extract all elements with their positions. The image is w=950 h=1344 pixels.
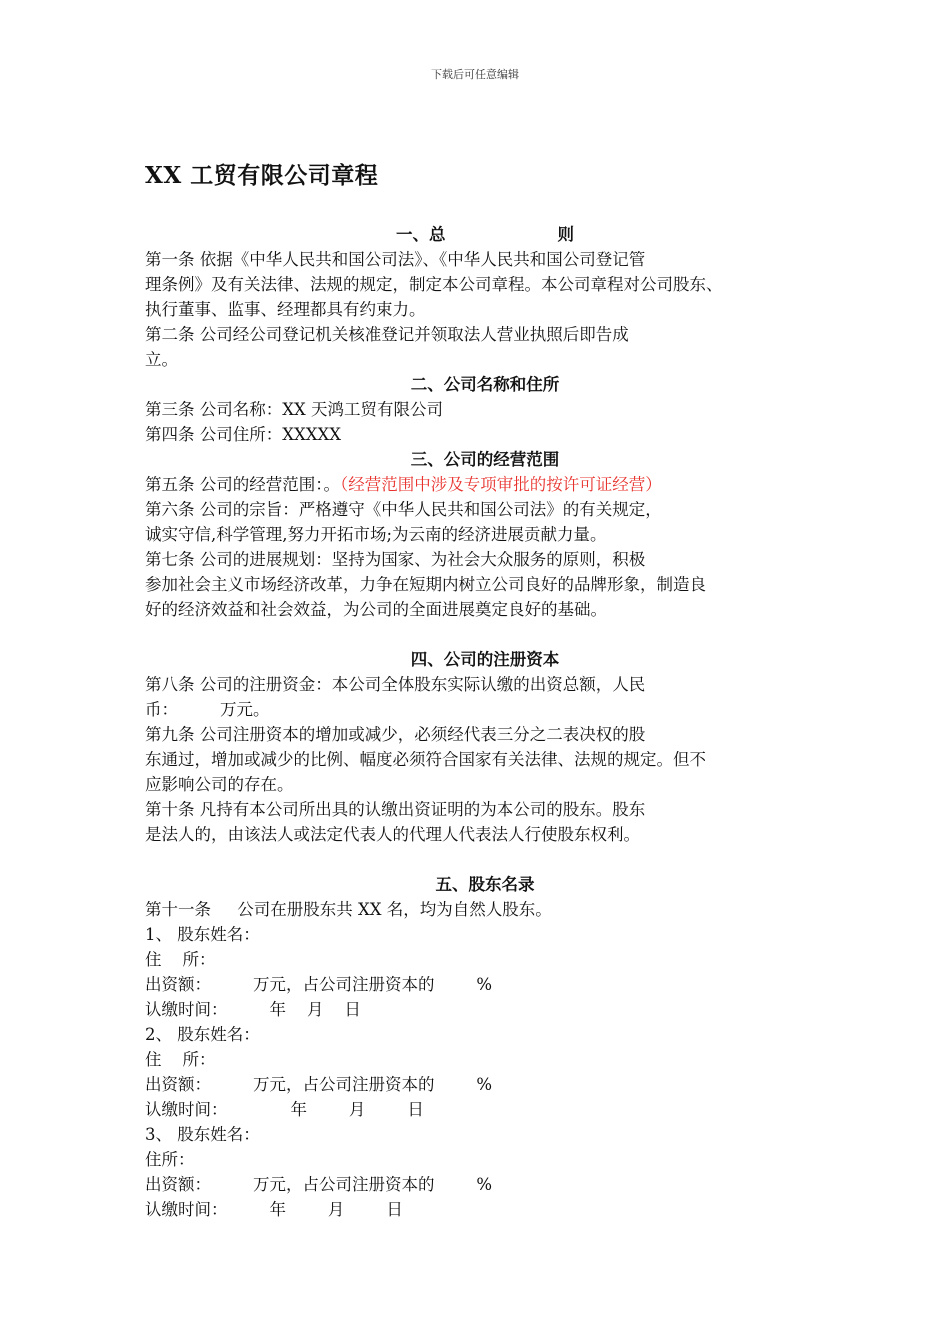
article-2-line-1: 第二条 公司经公司登记机关核准登记并领取法人营业执照后即告成 (145, 325, 629, 344)
article-7-line-3: 好的经济效益和社会效益，为公司的全面进展奠定良好的基础。 (145, 600, 607, 619)
article-10-line-1: 第十条 凡持有本公司所出具的认缴出资证明的为本公司的股东。股东 (145, 800, 646, 819)
shareholder-name: 2、 股东姓名： (145, 1025, 260, 1044)
section-heading-general-part2: 则 (557, 225, 574, 244)
shareholder-capital: 出资额： 万元，占公司注册资本的 % (145, 1075, 493, 1094)
article-7-line-1: 第七条 公司的进展规划：坚持为国家、为社会大众服务的原则，积极 (145, 550, 646, 569)
shareholder-name: 1、 股东姓名： (145, 925, 260, 944)
shareholder-address: 住所： (145, 1150, 195, 1169)
article-10-line-2: 是法人的，由该法人或法定代表人的代理人代表法人行使股东权利。 (145, 825, 640, 844)
shareholder-date: 认缴时间： 年 月 日 (145, 1000, 361, 1019)
shareholder-capital: 出资额： 万元，占公司注册资本的 % (145, 975, 493, 994)
section-heading-general-part1: 一、总 (396, 225, 446, 244)
article-11: 第十一条 公司在册股东共 XX 名，均为自然人股东。 (145, 900, 552, 919)
article-3: 第三条 公司名称：XX 天鸿工贸有限公司 (145, 400, 443, 419)
article-5 (145, 472, 825, 497)
article-2-line-2: 立。 (145, 350, 178, 369)
article-9-line-2: 东通过，增加或减少的比例、幅度必须符合国家有关法律、法规的规定。但不 (145, 750, 706, 769)
document-body (145, 222, 825, 1222)
article-1-line-1: 第一条 依据《中华人民共和国公司法》、《中华人民共和国公司登记管 (145, 250, 646, 269)
shareholder-entry-2 (145, 1022, 825, 1122)
article-6-line-2: 诚实守信,科学管理,努力开拓市场;为云南的经济进展贡献力量。 (145, 525, 607, 544)
article-8-line-2: 币： 万元。 (145, 700, 270, 719)
article-5-text: 第五条 公司的经营范围：。 (145, 475, 340, 494)
shareholder-entry-1 (145, 922, 825, 1022)
header-note: 下载后可任意编辑 (431, 68, 519, 81)
article-8-line-1: 第八条 公司的注册资金：本公司全体股东实际认缴的出资总额，人民 (145, 675, 646, 694)
spacer (145, 622, 825, 647)
article-9-line-1: 第九条 公司注册资本的增加或减少，必须经代表三分之二表决权的股 (145, 725, 646, 744)
shareholder-address: 住 所： (145, 1050, 216, 1069)
document-title: XX 工贸有限公司章程 (145, 162, 379, 189)
shareholder-name: 3、 股东姓名： (145, 1125, 260, 1144)
section-heading-general (145, 222, 825, 247)
section-heading-name-address: 二、公司名称和住所 (410, 375, 560, 394)
article-7-line-2: 参加社会主义市场经济改革，力争在短期内树立公司良好的品牌形象，制造良 (145, 575, 706, 594)
spacer (145, 847, 825, 872)
article-9-line-3: 应影响公司的存在。 (145, 775, 294, 794)
article-4: 第四条 公司住所：XXXXX (145, 425, 341, 444)
shareholder-entry-3 (145, 1122, 825, 1222)
shareholder-capital: 出资额： 万元，占公司注册资本的 % (145, 1175, 493, 1194)
shareholder-date: 认缴时间： 年 月 日 (145, 1200, 403, 1219)
section-heading-business-scope: 三、公司的经营范围 (410, 450, 560, 469)
article-1-line-2: 理条例》及有关法律、法规的规定，制定本公司章程。本公司章程对公司股东、 (145, 275, 723, 294)
article-1-line-3: 执行董事、监事、经理都具有约束力。 (145, 300, 426, 319)
article-5-red-note: （经营范围中涉及专项审批的按许可证经营） (340, 475, 662, 494)
article-6-line-1: 第六条 公司的宗旨：严格遵守《中华人民共和国公司法》的有关规定， (145, 500, 662, 519)
shareholder-address: 住 所： (145, 950, 216, 969)
section-heading-shareholders: 五、股东名录 (435, 875, 535, 894)
shareholder-date: 认缴时间： 年 月 日 (145, 1100, 424, 1119)
section-heading-registered-capital: 四、公司的注册资本 (410, 650, 560, 669)
